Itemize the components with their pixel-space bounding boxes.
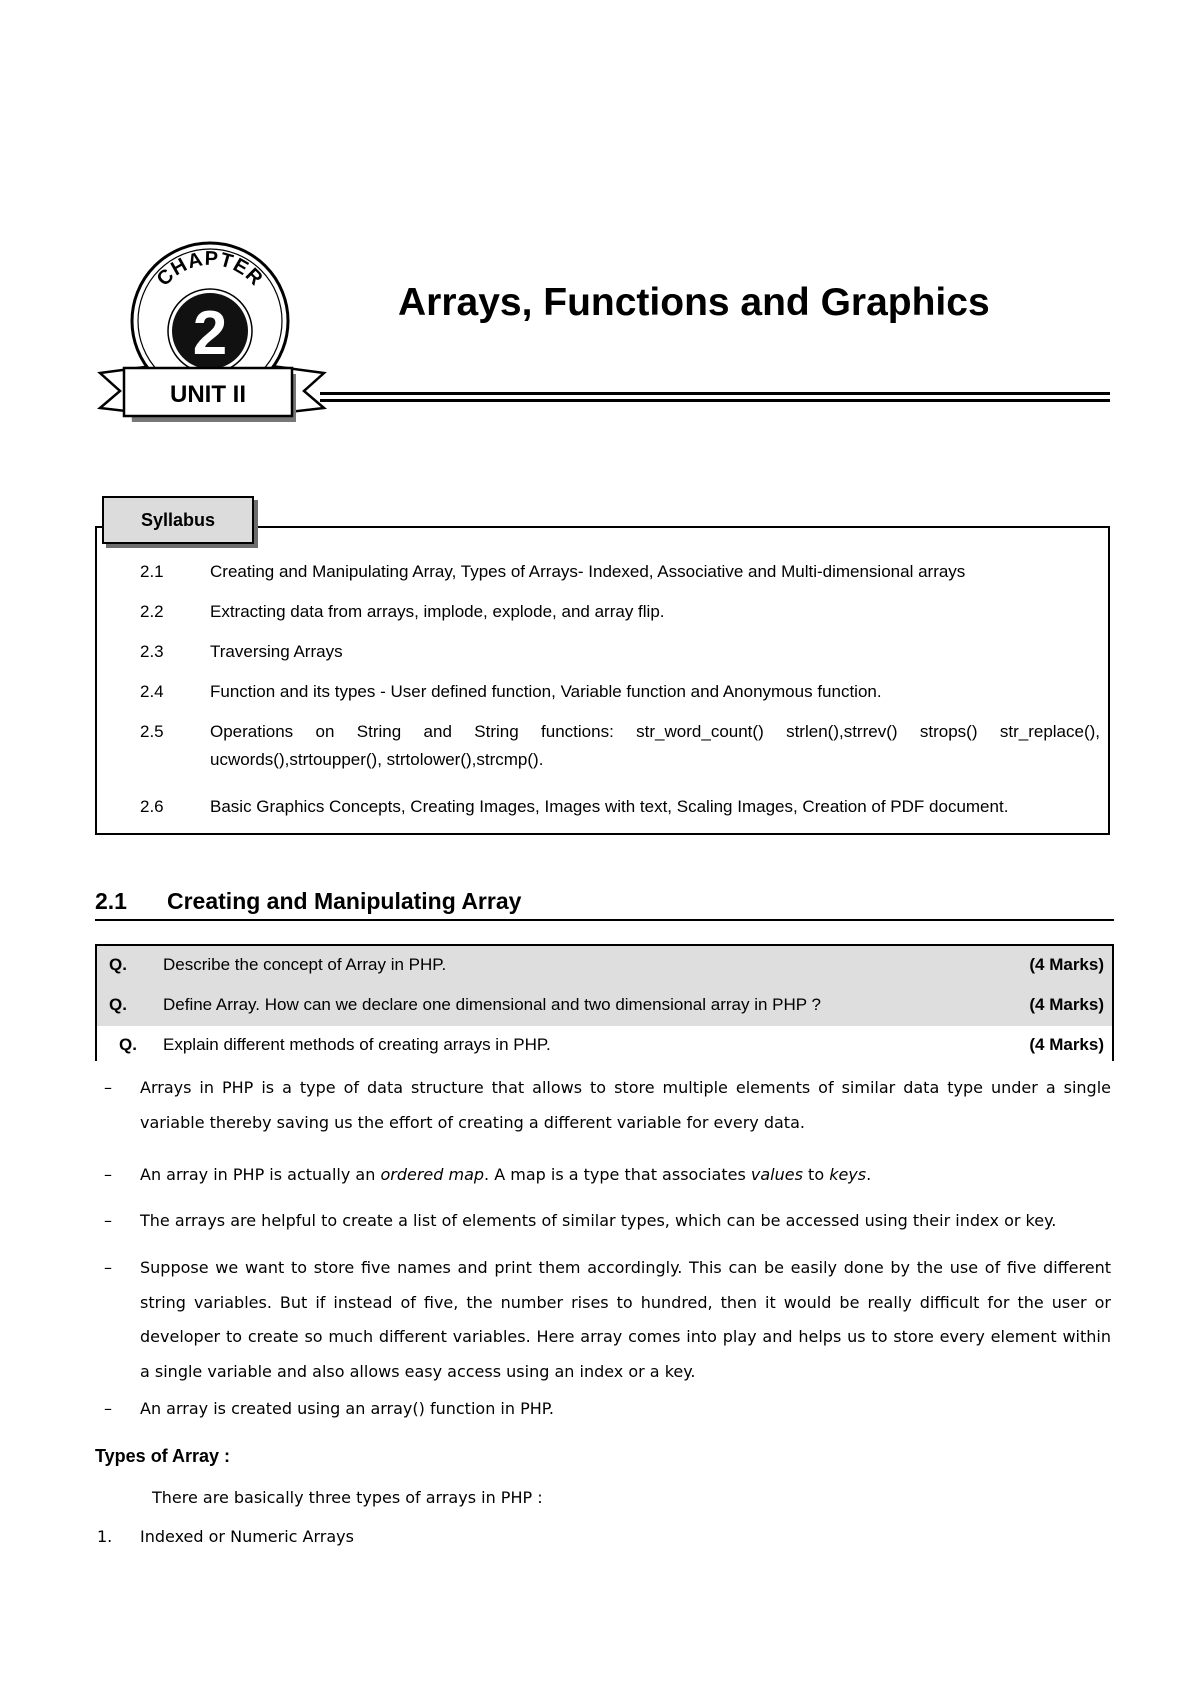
syllabus-item-number: 2.5 <box>140 722 164 741</box>
text-fragment: . A map is a type that associates <box>484 1165 751 1184</box>
question-marks: (4 Marks) <box>1029 995 1104 1014</box>
syllabus-item-text: Function and its types - User defined function, Variable function and Anonymous function. <box>210 682 882 701</box>
emphasis-text: ordered map <box>380 1165 485 1184</box>
bullet-dash: – <box>104 1211 112 1230</box>
bullet-paragraph: The arrays are helpful to create a list of elements of similar types, which can be accessed using their index or key. <box>140 1211 1057 1230</box>
question-text: Define Array. How can we declare one dimensional and two dimensional array in PHP ? <box>163 995 821 1014</box>
bullet-paragraph: Suppose we want to store five names and print them accordingly. This can be easily done by the use of five different string variables. But if instead of five, the number rises to hundred, then it would be really difficult for the user or developer to create so much different variables. Here array comes into play and helps us to store every element within a single variable and also allows easy access using an index or a key. <box>140 1258 1111 1381</box>
syllabus-item-number: 2.6 <box>140 797 164 816</box>
emphasis-text: keys <box>829 1165 867 1184</box>
section-title: Creating and Manipulating Array <box>167 888 522 914</box>
question-row <box>97 986 1112 1024</box>
section-number: 2.1 <box>95 888 127 914</box>
syllabus-item-text: Extracting data from arrays, implode, explode, and array flip. <box>210 602 665 621</box>
syllabus-item-number: 2.1 <box>140 562 164 581</box>
section-heading <box>95 888 521 915</box>
syllabus-item-text: Basic Graphics Concepts, Creating Images, Images with text, Scaling Images, Creation of PDF document. <box>210 797 1009 816</box>
question-label: Q. <box>119 1035 137 1054</box>
badge-chapter-word: CHAPTER <box>152 247 268 291</box>
bullet-paragraph <box>140 1158 1111 1193</box>
bullet-paragraph: An array is created using an array() function in PHP. <box>140 1399 555 1418</box>
question-text: Describe the concept of Array in PHP. <box>163 955 447 974</box>
syllabus-item-text: Operations on String and String functions: str_word_count() strlen(),strrev() strops() str_replace(), <box>210 722 1100 741</box>
question-text: Explain different methods of creating arrays in PHP. <box>163 1035 551 1054</box>
syllabus-tab: Syllabus <box>102 496 254 544</box>
bullet-dash: – <box>104 1399 112 1418</box>
bullet-dash: – <box>104 1258 112 1277</box>
title-rule-bottom <box>320 399 1110 402</box>
syllabus-item-number: 2.3 <box>140 642 164 661</box>
syllabus-item-text-continued: ucwords(),strtoupper(), strtolower(),strcmp(). <box>210 750 544 769</box>
question-row <box>97 1026 1112 1061</box>
emphasis-text: values <box>750 1165 803 1184</box>
question-marks: (4 Marks) <box>1029 1035 1104 1054</box>
bullet-dash: – <box>104 1078 112 1097</box>
bullet-paragraph: Arrays in PHP is a type of data structure that allows to store multiple elements of similar data type under a single variable thereby saving us the effort of creating a different variable for every data. <box>140 1078 1111 1132</box>
syllabus-item-number: 2.2 <box>140 602 164 621</box>
bullet-dash: – <box>104 1165 112 1184</box>
question-row <box>97 946 1112 984</box>
types-intro: There are basically three types of arrays in PHP : <box>152 1488 543 1507</box>
list-item-text: Indexed or Numeric Arrays <box>140 1527 354 1546</box>
unit-label: UNIT II <box>170 381 246 408</box>
text-fragment: . <box>866 1165 872 1184</box>
question-label: Q. <box>109 995 127 1014</box>
text-fragment: An array in PHP is actually an <box>140 1165 381 1184</box>
types-heading: Types of Array : <box>95 1446 231 1466</box>
syllabus-item-number: 2.4 <box>140 682 164 701</box>
question-label: Q. <box>109 955 127 974</box>
chapter-number: 2 <box>192 299 228 368</box>
section-rule <box>95 919 1114 921</box>
title-rule-top <box>320 392 1110 395</box>
list-item-number: 1. <box>97 1527 113 1546</box>
syllabus-item-text: Creating and Manipulating Array, Types of Arrays- Indexed, Associative and Multi-dimensional arrays <box>210 562 966 581</box>
chapter-title: Arrays, Functions and Graphics <box>398 281 990 324</box>
questions-box <box>95 944 1114 1061</box>
syllabus-item-text: Traversing Arrays <box>210 642 343 661</box>
text-fragment: to <box>802 1165 830 1184</box>
question-marks: (4 Marks) <box>1029 955 1104 974</box>
chapter-badge <box>92 236 332 436</box>
